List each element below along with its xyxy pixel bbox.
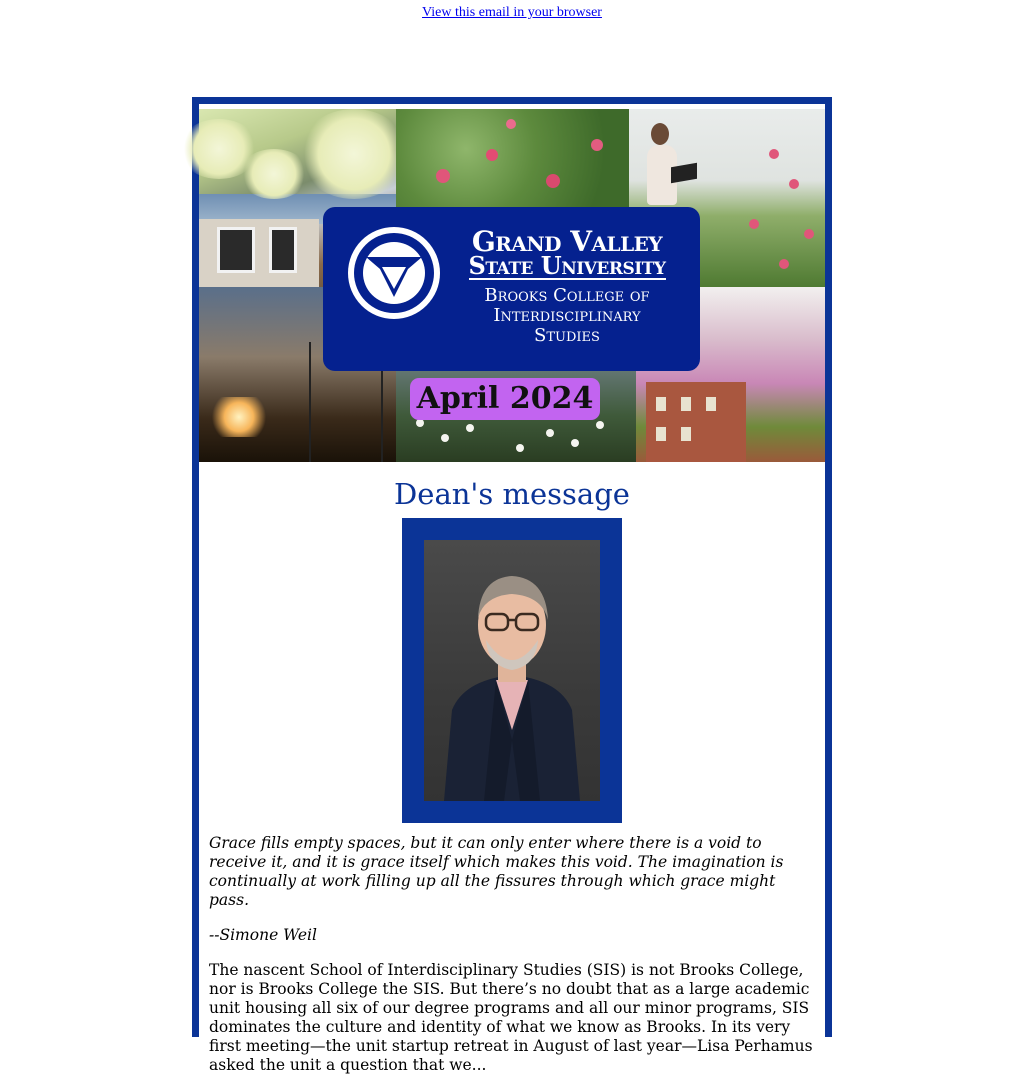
epigraph-quote: Grace fills empty spaces, but it can only enter where there is a void to receive it, and it is grace itself which makes this void. The imagination is continually at work filling up all the fissures through which grace might pass.	[209, 834, 784, 909]
deans-message-body	[209, 834, 817, 1091]
pink-flowers-photo	[396, 109, 629, 209]
view-in-browser-link[interactable]: View this email in your browser	[422, 5, 602, 20]
section-title: Dean's message	[394, 477, 630, 511]
college-name	[447, 286, 687, 346]
university-logo	[323, 207, 700, 371]
email-container	[192, 97, 832, 1074]
logo-line-2: State University	[468, 251, 666, 280]
epigraph-attribution: --Simone Weil	[209, 926, 317, 944]
logo-line-1: Grand Valley	[471, 225, 663, 258]
email-body	[199, 104, 825, 1074]
gv-logo-icon	[348, 227, 440, 319]
dean-portrait-photo	[424, 540, 600, 801]
view-in-browser-bar	[0, 5, 1024, 21]
college-name-line-3: Studies	[534, 325, 600, 346]
header-collage	[199, 109, 825, 462]
logo-wordmark	[447, 225, 687, 346]
dean-portrait-frame	[402, 518, 622, 823]
issue-date-badge: April 2024	[410, 378, 600, 420]
college-name-line-1: Brooks College of	[484, 285, 650, 306]
message-paragraph: The nascent School of Interdisciplinary Studies (SIS) is not Brooks College, nor is Brooks College the SIS. But there’s no doubt that as a large academic unit housing all six of our degree programs and all our minor programs, SIS dominates the culture and identity of what we know as Brooks. In its very first meeting—the unit startup retreat in August of last year—Lisa Perhamus asked the unit a question that we...	[209, 961, 813, 1074]
college-name-line-2: Interdisciplinary	[493, 305, 641, 326]
